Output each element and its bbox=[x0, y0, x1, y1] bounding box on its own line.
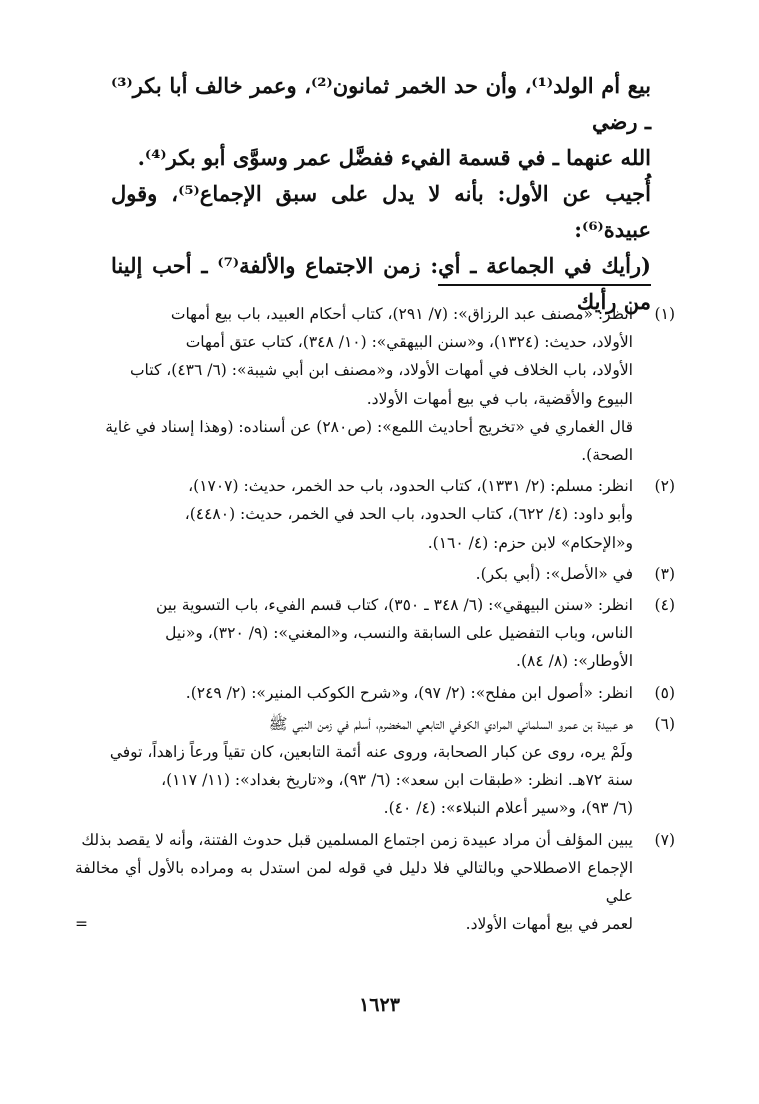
footnote-line: انظر: «أصول ابن مفلح»: (٢/ ٩٧)، و«شرح الكوكب المنير»: (٢/ ٢٤٩). bbox=[185, 683, 633, 702]
footnote-number: (١) bbox=[654, 305, 675, 323]
footnote-6 bbox=[75, 710, 675, 823]
main-text-line: بيع أم الولد⁽¹⁾، وأن حد الخمر ثمانون⁽²⁾، وعمر خالف أبا بكر⁽³⁾ ـ رضي bbox=[111, 73, 652, 134]
footnote-line: و«الإحكام» لابن حزم: (٤/ ١٦٠). bbox=[427, 533, 633, 552]
footnote-note-line: قال الغماري في «تخريج أحاديث اللمع»: (ص٢٨٠) عن أسناده: (وهذا إسناد في غاية bbox=[105, 417, 633, 436]
footnote-line: سنة ٧٢هـ. انظر: «طبقات ابن سعد»: (٦/ ٩٣)، و«تاريخ بغداد»: (١١/ ١١٧)، bbox=[161, 771, 633, 790]
footnote-line: الأولاد، باب الخلاف في أمهات الأولاد، و«مصنف ابن أبي شيبة»: (٦/ ٤٣٦)، كتاب bbox=[129, 361, 633, 380]
footnote-4 bbox=[75, 591, 675, 676]
footnote-number: (٣) bbox=[654, 564, 675, 583]
main-text-line: الله عنهما ـ في قسمة الفيء ففضَّل عمر وسوَّى أبو بكر⁽⁴⁾. bbox=[137, 145, 651, 170]
footnote-line: الأولاد، حديث: (١٣٢٤)، و«سنن البيهقي»: (١٠/ ٣٤٨)، كتاب عتق أمهات bbox=[185, 333, 633, 352]
footnote-line: ولَمْ يره، روى عن كبار الصحابة، وروى عنه أئمة التابعين، كان تقياً ورعاً زاهداً، توفي bbox=[109, 743, 633, 762]
footnote-number: (٥) bbox=[654, 683, 675, 702]
footnote-line: انظر: «سنن البيهقي»: (٦/ ٣٤٨ ـ ٣٥٠)، كتاب قسم الفيء، باب التسوية بين bbox=[156, 596, 633, 615]
footnote-line: (٦/ ٩٣)، و«سير أعلام النبلاء»: (٤/ ٤٠). bbox=[383, 799, 633, 818]
footnote-2 bbox=[75, 472, 675, 557]
footnote-line: في «الأصل»: (أبي بكر). bbox=[475, 564, 633, 583]
footnote-line: البيوع والأقضية، باب في بيع أمهات الأولاد. bbox=[366, 389, 633, 408]
main-text-line: (رأيك في الجماعة ـ أي: زمن الاجتماع والألفة⁽⁷⁾ ـ أحب إلينا من رأيك bbox=[111, 253, 651, 314]
main-text-line: أُجيب عن الأول: بأنه لا يدل على سبق الإجماع⁽⁵⁾، وقول عبيدة⁽⁶⁾: bbox=[111, 181, 651, 242]
footnote-number: (٢) bbox=[654, 477, 675, 496]
footnote-line: الإجماع الاصطلاحي وبالتالي فلا دليل في قوله لمن استدل به ومراده بالأول أي مخالفة علي bbox=[75, 858, 633, 906]
footnote-line: الناس، وباب التفضيل على السابقة والنسب، و«المغني»: (٩/ ٣٢٠)، و«نيل bbox=[165, 624, 633, 643]
continuation-mark: = bbox=[75, 915, 88, 934]
footnote-line: الأوطار»: (٨/ ٨٤). bbox=[516, 652, 633, 671]
footnote-5 bbox=[75, 679, 675, 707]
footnote-3 bbox=[75, 560, 675, 588]
footnote-line: وأبو داود: (٤/ ٦٢٢)، كتاب الحدود، باب الحد في الخمر، حديث: (٤٤٨٠)، bbox=[184, 505, 633, 524]
footnote-7 bbox=[75, 826, 675, 939]
footnote-divider bbox=[438, 284, 651, 286]
footnote-line: يبين المؤلف أن مراد عبيدة زمن اجتماع المسلمين قبل حدوث الفتنة، وأنه لا يقصد بذلك bbox=[81, 830, 633, 849]
footnote-line: انظر: مسلم: (٢/ ١٣٣١)، كتاب الحدود، باب حد الخمر، حديث: (١٧٠٧)، bbox=[188, 477, 633, 496]
footnote-line: هو عبيدة بن عمرو السلماني المرادي الكوفي التابعي المخضرم، أسلم في زمن النبي ﷺ bbox=[268, 714, 633, 733]
footnotes-section bbox=[75, 300, 675, 942]
footnote-number: (٦) bbox=[654, 714, 675, 733]
page-number: ١٦٢٣ bbox=[359, 994, 400, 1016]
footnote-number: (٤) bbox=[654, 596, 675, 615]
footnote-number: (٧) bbox=[654, 830, 675, 849]
footnote-line: لعمر في بيع أمهات الأولاد. bbox=[465, 915, 633, 934]
footnote-note-line: الصحة). bbox=[581, 446, 633, 465]
main-text-block bbox=[111, 68, 651, 320]
footnote-line: انظر: «مصنف عبد الرزاق»: (٧/ ٢٩١)، كتاب أحكام العبيد، باب بيع أمهات bbox=[170, 305, 633, 323]
footnote-1 bbox=[75, 300, 675, 469]
